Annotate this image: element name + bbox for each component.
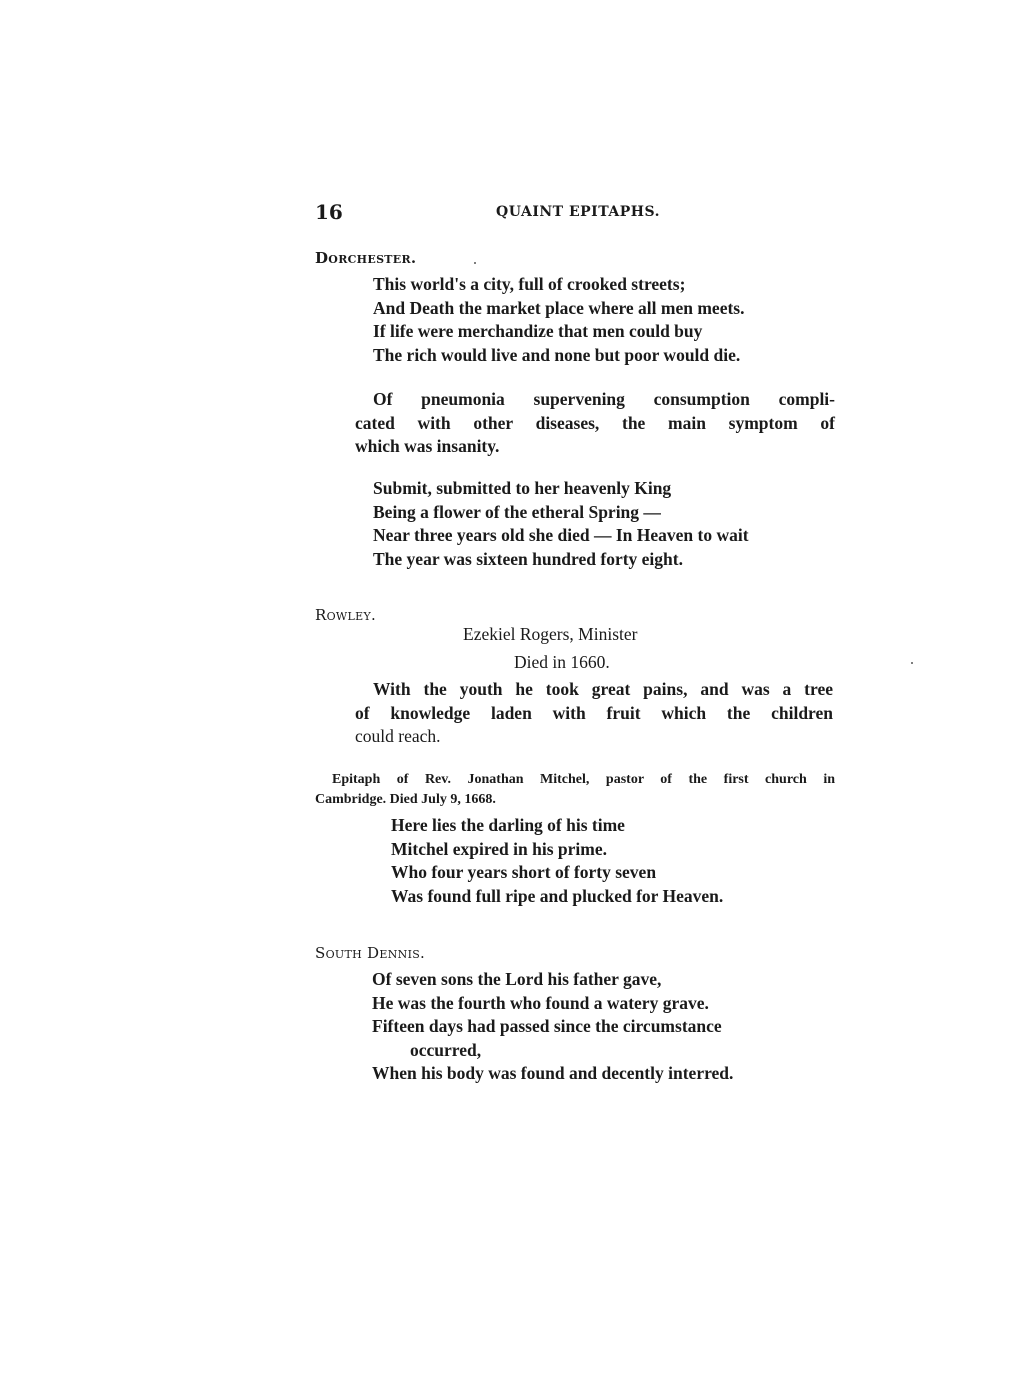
verse-line: And Death the market place where all men meets. — [373, 297, 745, 318]
rowley-prose — [355, 678, 833, 749]
prose-line: cated with other diseases, the main symptom of — [355, 412, 835, 433]
prose-line: which was insanity. — [355, 436, 500, 456]
verse-line: Near three years old she died — In Heaven to wait — [373, 525, 749, 546]
verse-line: Was found full ripe and plucked for Heaven. — [391, 885, 724, 906]
south-dennis-verse — [372, 968, 733, 1086]
verse-line: This world's a city, full of crooked streets; — [373, 274, 686, 294]
verse-line: Mitchel expired in his prime. — [391, 838, 607, 859]
verse-line: Of seven sons the Lord his father gave, — [372, 969, 662, 989]
rowley-name-line: Ezekiel Rogers, Minister — [463, 624, 638, 644]
verse-line: Being a flower of the etheral Spring — — [373, 501, 661, 522]
speck — [911, 662, 913, 664]
rowley-died-line: Died in 1660. — [514, 652, 610, 672]
page-number: 16 — [315, 200, 343, 224]
mitchel-note — [315, 770, 835, 810]
verse-line: Who four years short of forty seven — [391, 862, 657, 883]
verse-line: When his body was found and decently interred. — [372, 1063, 734, 1084]
verse-line: The year was sixteen hundred forty eight. — [373, 548, 683, 569]
verse-line: Here lies the darling of his time — [391, 815, 625, 835]
verse-line: He was the fourth who found a watery grave. — [372, 992, 709, 1013]
section-heading-rowley: Rowley. — [315, 606, 377, 624]
verse-line: The rich would live and none but poor would die. — [373, 344, 741, 365]
verse-line: Fifteen days had passed since the circumstance — [372, 1016, 722, 1037]
verse-line: If life were merchandize that men could buy — [373, 321, 703, 342]
prose-line: With the youth he took great pains, and was a tree — [373, 679, 833, 699]
prose-line: of knowledge laden with fruit which the children — [355, 702, 833, 723]
section-heading-south-dennis: South Dennis. — [315, 944, 426, 962]
speck — [474, 262, 476, 264]
note-line: Epitaph of Rev. Jonathan Mitchel, pastor of the first church in — [332, 772, 835, 787]
note-line: Cambridge. Died July 9, 1668. — [315, 792, 496, 807]
dorchester-prose — [355, 388, 835, 459]
mitchel-verse — [391, 814, 723, 908]
prose-line: Of pneumonia supervening consumption compli- — [373, 389, 835, 409]
section-heading-dorchester: Dorchester. — [315, 249, 417, 267]
verse-line: Submit, submitted to her heavenly King — [373, 478, 672, 498]
verse-line: occurred, — [410, 1039, 482, 1060]
dorchester-verse-2 — [373, 477, 749, 571]
running-title: QUAINT EPITAPHS. — [496, 204, 660, 220]
prose-line: could reach. — [355, 726, 441, 746]
dorchester-verse-1 — [373, 273, 744, 367]
